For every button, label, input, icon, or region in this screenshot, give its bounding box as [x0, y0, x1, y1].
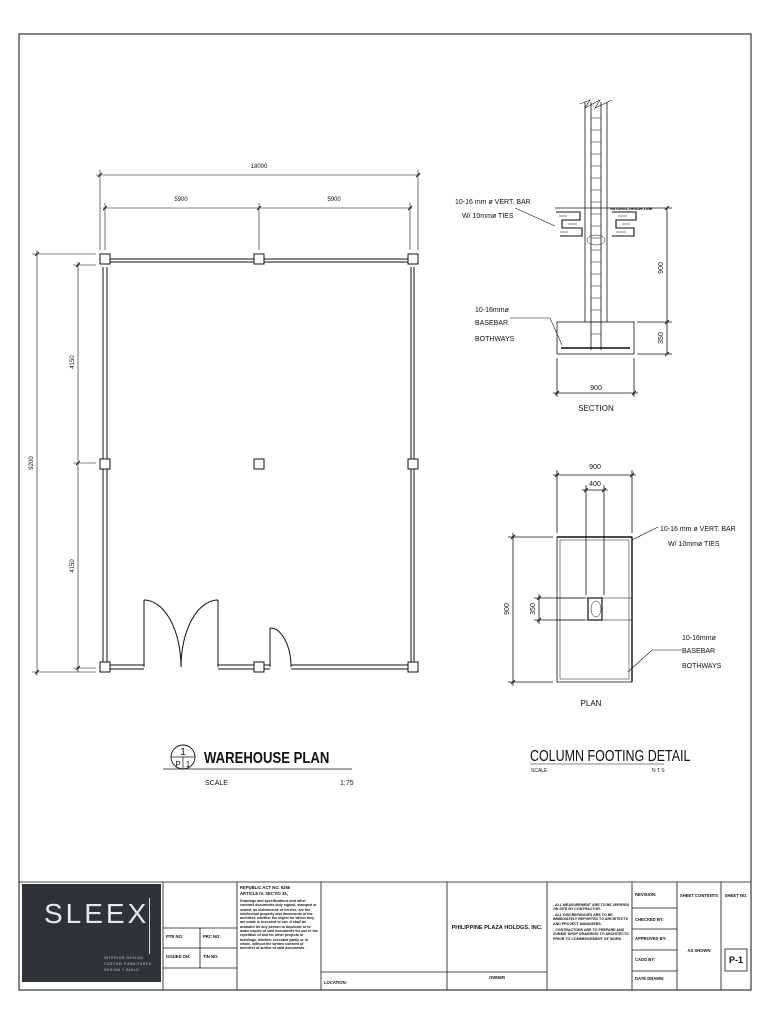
section-dim-thickness: 350	[658, 332, 665, 344]
warehouse-plan-title: WAREHOUSE PLAN	[204, 749, 330, 768]
section-basebar-line1: 10-16mmø	[475, 307, 509, 314]
owner-label: OWNER	[488, 975, 506, 980]
sheet-border	[19, 34, 751, 990]
plan-scale-label: SCALE	[205, 780, 228, 787]
section-vert-bar-line1: 10-16 mm ø VERT. BAR	[455, 199, 531, 206]
plan-dim-height: 900	[504, 603, 511, 615]
sheet-no-label: SHEET NO.	[724, 893, 748, 898]
sheet-no-value: P-1	[728, 955, 743, 965]
tin-no-label: TIN NO:	[203, 954, 219, 959]
checked-by-label: CHECKED BY:	[635, 917, 664, 922]
note-1: - ALL MEASUREMENT ARE TO BE VERIFIED ON SITE BY CONTRACTOR.	[553, 903, 630, 912]
logo-wordmark: SLEEX	[44, 898, 150, 929]
bubble-sheet-number: 1	[185, 760, 191, 769]
logo-divider	[149, 898, 150, 954]
section-basebar-line3: BOTHWAYS	[475, 336, 515, 343]
plan-title: PLAN	[580, 699, 602, 708]
revision-label: REVISION:	[635, 892, 657, 897]
section-dim-width: 900	[590, 385, 602, 392]
column-footing-title: COLUMN FOOTING DETAIL	[530, 747, 691, 766]
warehouse-plan	[29, 164, 420, 787]
bubble-number: 1	[180, 747, 186, 758]
plan-vert-bar-line2: W/ 10mmø TIES	[668, 541, 720, 548]
plan-basebar-line3: BOTHWAYS	[682, 663, 722, 670]
dim-bay-left: 5900	[174, 197, 188, 203]
dim-overall-height: 9200	[29, 456, 35, 470]
company-logo	[22, 884, 161, 982]
dim-upper-height: 4150	[70, 355, 76, 369]
column-footing-title-block	[530, 748, 690, 774]
owner-name: PHILIPPINE PLAZA HOLDGS. INC.	[451, 925, 543, 931]
sheet-contents-value: AS SHOWN	[687, 948, 711, 953]
plan-dim-width: 900	[589, 464, 601, 471]
ptr-no-label: PTR NO:	[166, 934, 184, 939]
section-dim-depth: 900	[658, 262, 665, 274]
plan-scale-value: 1:75	[340, 780, 354, 787]
note-3: - CONTRACTORS ARE TO PREPARE AND SUBMIT SHOP DRAWINGS TO ARCHITECTS PRIOR TO COMMENCEMENT OF WORK.	[553, 928, 629, 941]
approved-by-label: APPROVED BY:	[635, 936, 667, 941]
plan-dim-column-height: 350	[530, 603, 537, 615]
logo-tagline-3: DESIGN + BUILD	[104, 968, 140, 972]
cadd-by-label: CADD BY:	[635, 957, 656, 962]
grade-line-label: NATURAL GRADE LINE	[610, 207, 653, 211]
column-footing-scale-value: N T S	[652, 768, 665, 774]
law-article: ARTICLE IV. SECTIO 33,	[240, 891, 288, 896]
note-2: - ALL DISCREPANCIES ARE TO BE IMMEDIATELY REPORTED TO ARCHITECTS AND PROJECT MANAGERS.	[553, 913, 629, 926]
section-basebar-line2: BASEBAR	[475, 320, 509, 327]
dim-bay-right: 5900	[327, 197, 341, 203]
footing-section	[455, 100, 672, 413]
dim-overall-width: 18000	[250, 164, 268, 170]
prc-no-label: PRC NO:	[203, 934, 221, 939]
section-title: SECTION	[578, 404, 614, 413]
section-vert-bar-line2: W/ 10mmø TIES	[462, 213, 514, 220]
bubble-sheet-letter: P	[175, 760, 181, 769]
date-drawn-label: DATE DRAWN:	[635, 976, 665, 981]
plan-vert-bar-line1: 10-16 mm ø VERT. BAR	[660, 526, 736, 533]
law-text: Drawings and specifications and other contract documents duly signed, stamped or sealed, as instruments of service, are the intellectual property and documents of the architect, whether the object for which they are made is executed or not. It shall be unlawful for any person to duplicate or to make copies of said documents for use in the repetition of and for other projects or buildings, whether executed partly or in whole, without the written consent of architect of author of said documents .	[240, 899, 318, 951]
sheet-contents-label: SHEET CONTENTS	[679, 893, 719, 898]
location-label: LOCATION:	[324, 980, 347, 985]
dim-lower-height: 4150	[70, 559, 76, 573]
plan-basebar-line2: BASEBAR	[682, 648, 716, 655]
logo-tagline-1: INTERIOR DESIGN	[104, 956, 144, 960]
plan-basebar-line1: 10-16mmø	[682, 635, 716, 642]
plan-dim-column-width: 400	[589, 481, 601, 488]
issued-on-label: ISSUED ON:	[166, 954, 191, 959]
logo-tagline-2: CUSTOM FURNITURES	[104, 962, 152, 966]
column-footing-scale-label: SCALE:	[531, 768, 549, 774]
footing-plan	[504, 464, 736, 708]
law-title: REPUBLIC ACT NO. 9266	[240, 885, 291, 890]
